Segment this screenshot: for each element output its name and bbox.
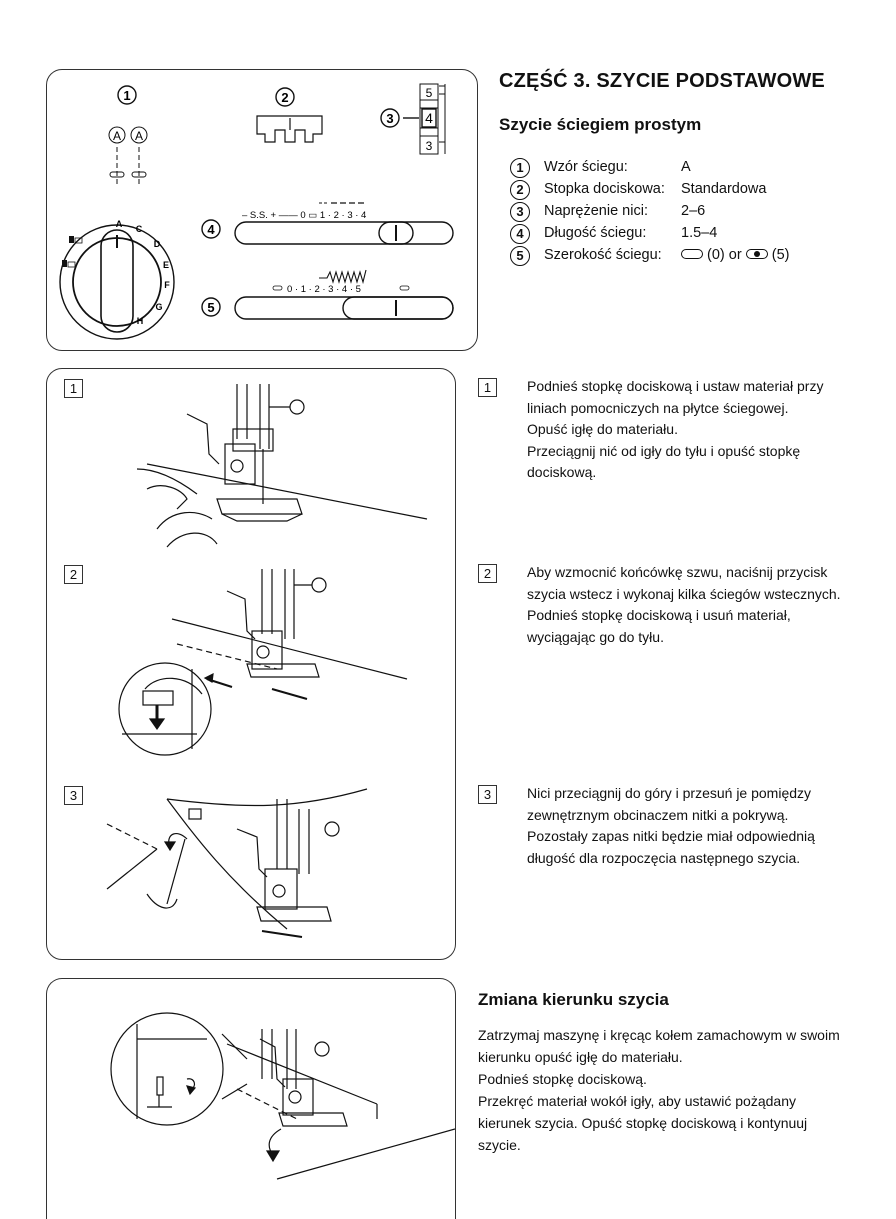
step-2-text: Aby wzmocnić końcówkę szwu, naciśnij przycisk szycia wstecz i wykonaj kilka ściegów wstecznych. Podnieś stopkę dociskową i usuń materiał, wyciągając go do tyłu. <box>527 564 841 645</box>
setting-number: 3 <box>510 202 530 222</box>
steps-illustration-panel <box>46 368 456 960</box>
setting-number: 5 <box>510 246 530 266</box>
section-title-direction: Zmiana kierunku szycia <box>478 990 669 1009</box>
direction-illustration <box>47 979 455 1201</box>
callout-1: 1 <box>123 88 131 103</box>
svg-text:H: H <box>136 316 144 326</box>
callout-2: 2 <box>281 90 289 105</box>
setting-value: Standardowa <box>681 181 767 197</box>
setting-label: Długość ściegu: <box>544 225 647 241</box>
direction-text: Zatrzymaj maszynę i kręcąc kołem zamachowym w swoim kierunku opuść igłę do materiału. Podnieś stopkę dociskową. Przekręć materiał wokół igły, aby ustawić pożądany kierunek szycia. Opuść stopkę dociskową i kontynuuj szycie. <box>478 1027 840 1153</box>
svg-text:– S.S. + —— 0 ▭ 1 · 2 · 3 · 4: – S.S. + —— 0 ▭ 1 · 2 · 3 · 4 <box>242 210 367 221</box>
setting-value: A <box>681 159 691 175</box>
page-title: CZĘŚĆ 3. SZYCIE PODSTAWOWE <box>499 70 825 92</box>
svg-text:G: G <box>155 302 163 312</box>
svg-text:E: E <box>162 260 170 270</box>
presser-foot-icon <box>257 116 322 142</box>
setting-number: 4 <box>510 224 530 244</box>
svg-text:F: F <box>164 280 170 290</box>
settings-diagram-panel <box>46 69 478 351</box>
illustration-step-2-number: 2 <box>64 565 83 584</box>
step-3-thread-cutter-illustration <box>107 789 367 937</box>
svg-text:A: A <box>112 129 122 143</box>
svg-text:A: A <box>134 129 144 143</box>
step-3-text: Nici przeciągnij do góry i przesuń je pomiędzy zewnętrznym obcinaczem nitki a pokrywą. Pozostały zapas nitki będzie miał odpowiednią długość dla rozpoczęcia następnego szycia. <box>527 785 815 866</box>
setting-value: (0) or (5) <box>681 247 789 263</box>
step-3-number: 3 <box>478 785 497 804</box>
step-1-number: 1 <box>478 378 497 397</box>
svg-text:3: 3 <box>425 139 433 153</box>
tension-dial-icon <box>403 84 445 154</box>
setting-number: 2 <box>510 180 530 200</box>
step-1-presser-foot-illustration <box>137 384 427 547</box>
illustration-step-1-number: 1 <box>64 379 83 398</box>
illustration-step-3-number: 3 <box>64 786 83 805</box>
svg-text:A: A <box>115 219 123 229</box>
setting-label: Naprężenie nici: <box>544 203 648 219</box>
svg-text:D: D <box>153 239 161 249</box>
pattern-selector-dial <box>60 219 174 339</box>
direction-illustration-panel <box>46 978 456 1219</box>
callout-4: 4 <box>207 222 215 237</box>
svg-text:4: 4 <box>425 110 433 126</box>
setting-label: Stopka dociskowa: <box>544 181 665 197</box>
svg-text:C: C <box>135 224 143 234</box>
pattern-a-icon <box>109 127 147 185</box>
stitch-length-slider <box>235 203 453 244</box>
setting-label: Wzór ściegu: <box>544 159 628 175</box>
stitch-width-slider <box>235 270 453 319</box>
settings-diagram <box>47 70 477 350</box>
callout-3: 3 <box>386 111 394 126</box>
step-1-text: Podnieś stopkę dociskową i ustaw materiał przy liniach pomocniczych na płytce ściegowej. Opuść igłę do materiału. Przeciągnij nić od igły do tyłu i opuść stopkę dociskową. <box>527 378 824 480</box>
setting-value: 1.5–4 <box>681 225 718 241</box>
width-center-icon <box>746 249 768 259</box>
setting-value: 2–6 <box>681 203 706 219</box>
width-zero-icon <box>681 249 703 259</box>
step-2-reverse-stitch-illustration <box>119 569 407 755</box>
steps-illustration <box>47 369 455 959</box>
svg-text:5: 5 <box>425 86 433 100</box>
svg-text:0 · 1 · 2 · 3 · 4 · 5: 0 · 1 · 2 · 3 · 4 · 5 <box>287 284 361 295</box>
step-2-number: 2 <box>478 564 497 583</box>
setting-number: 1 <box>510 158 530 178</box>
callout-5: 5 <box>207 300 215 315</box>
section-title-straight-stitch: Szycie ściegiem prostym <box>499 115 702 134</box>
setting-label: Szerokość ściegu: <box>544 247 662 263</box>
